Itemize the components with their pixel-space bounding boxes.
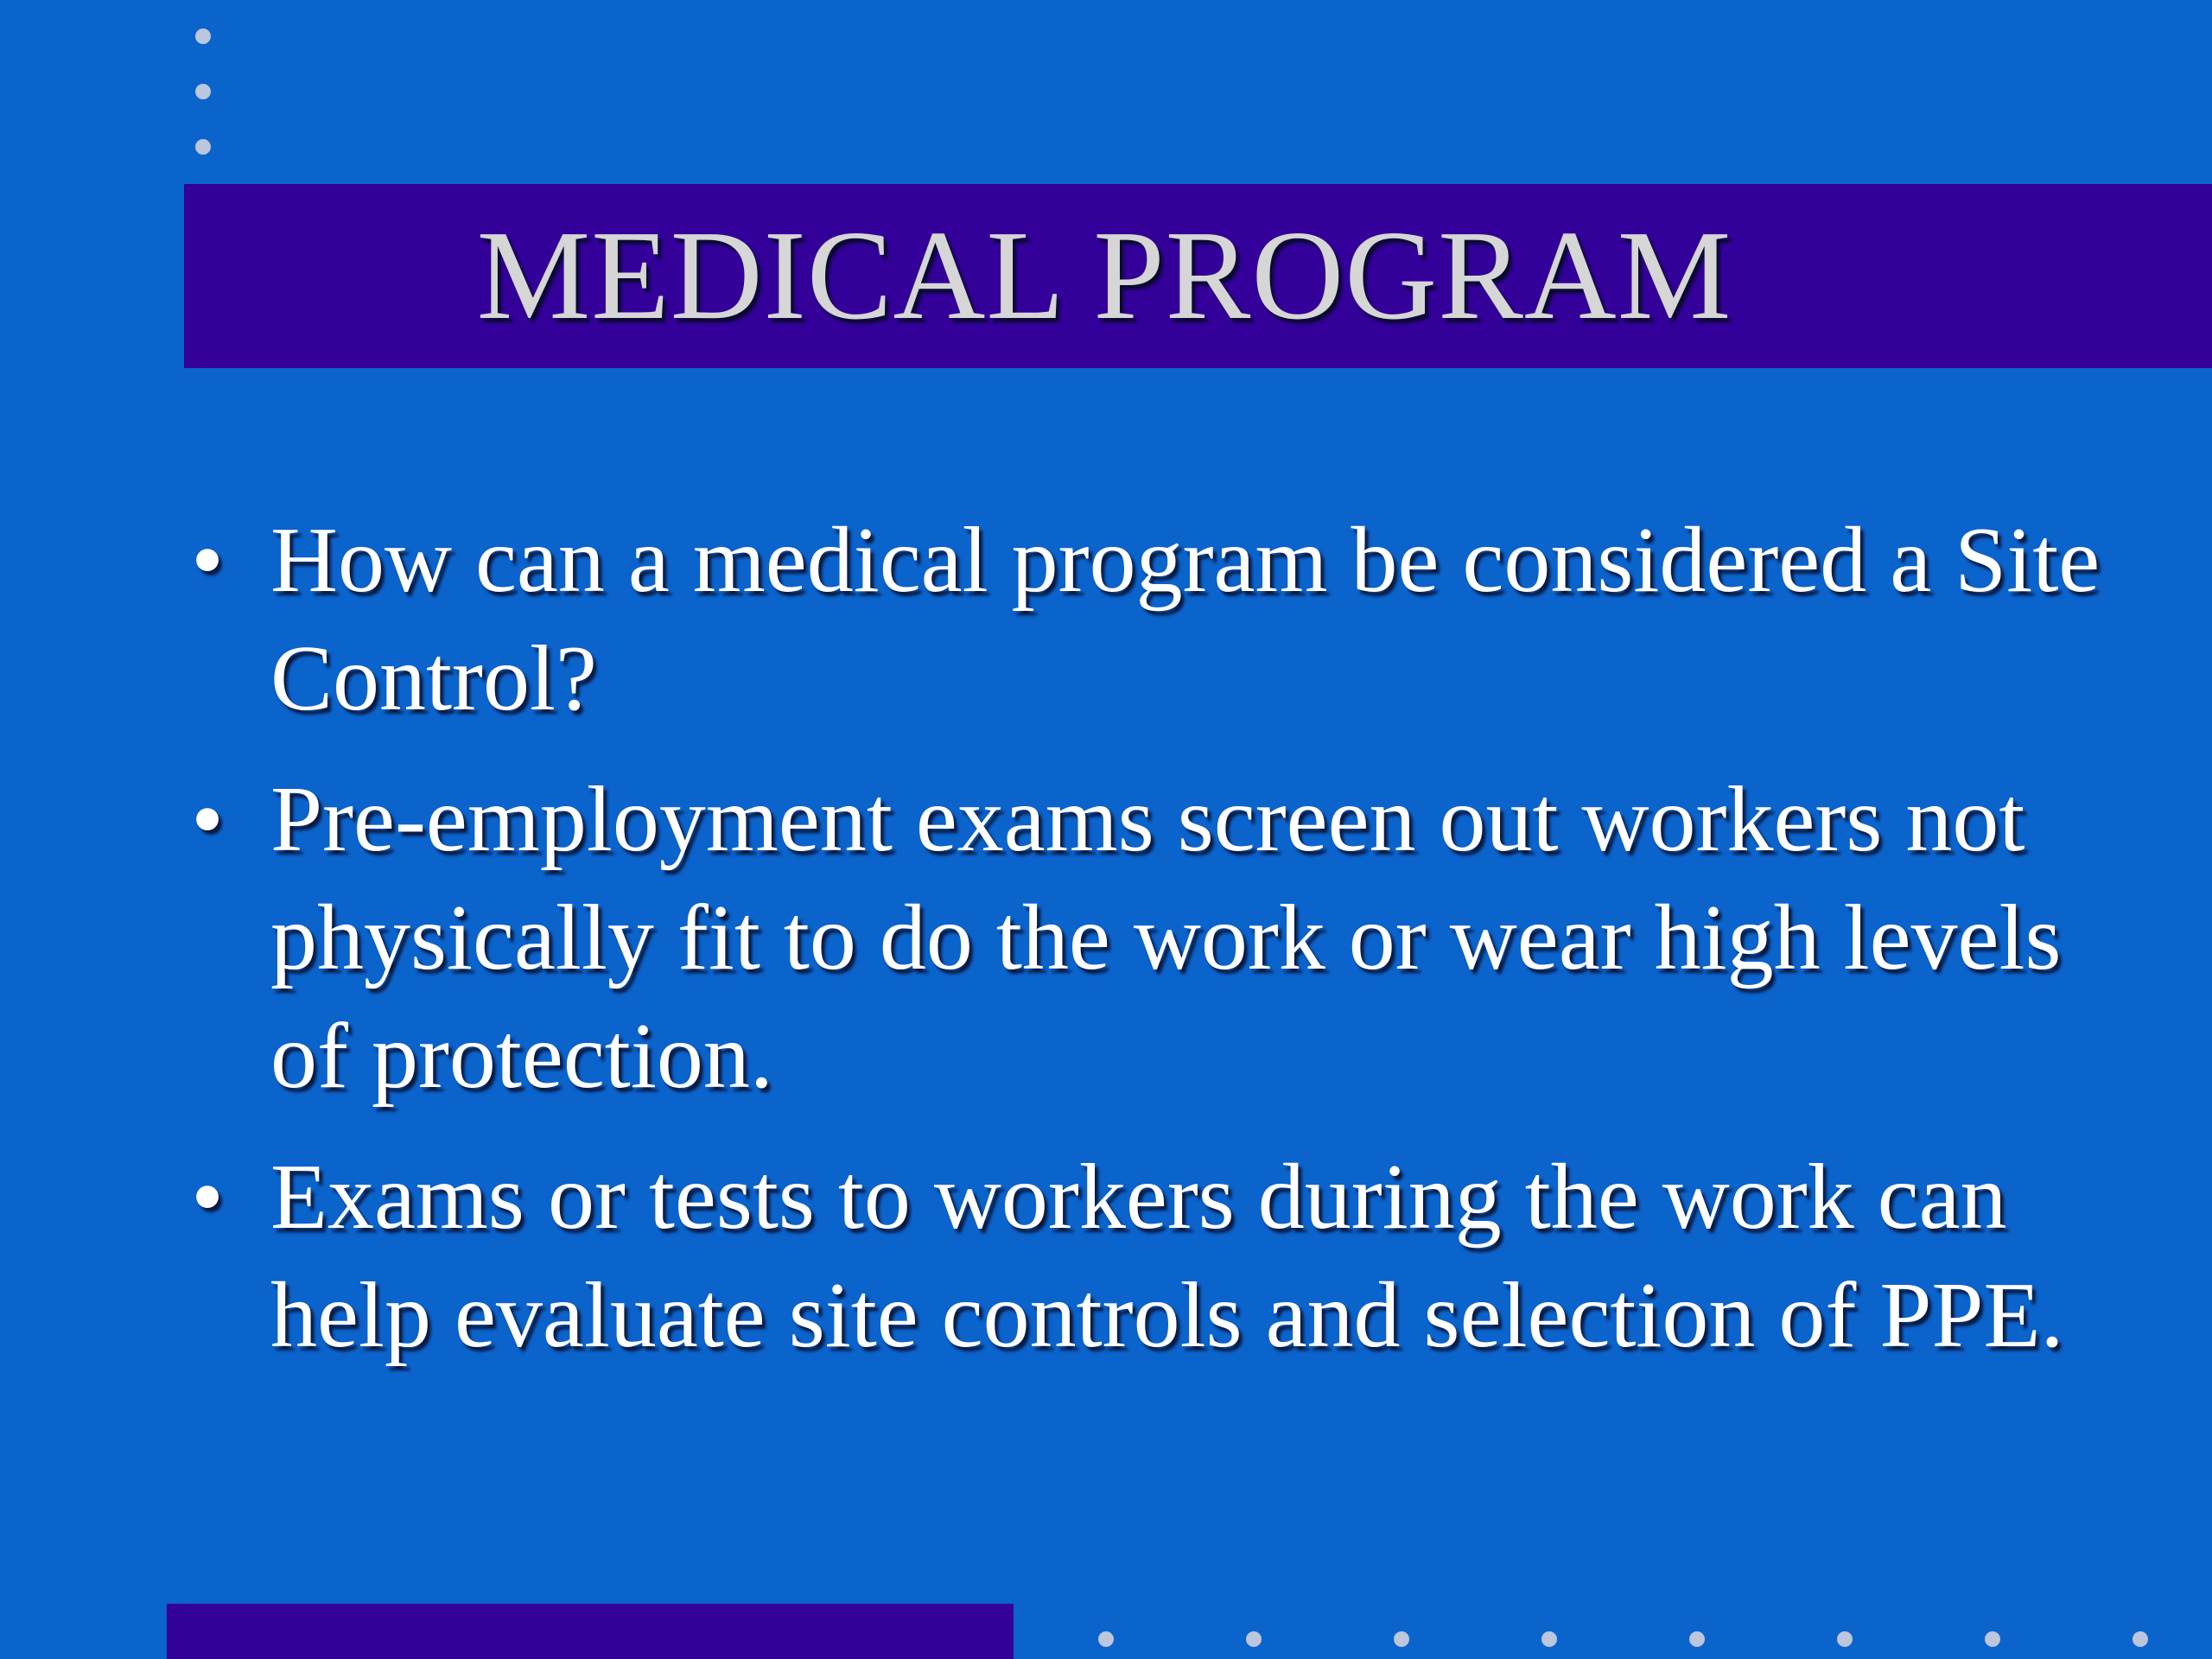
bullet-text: Exams or tests to workers during the work can help evaluate site controls and selection of PPE. — [270, 1146, 2064, 1367]
bullet-item — [181, 760, 2117, 1116]
decorative-dot-bottom-2 — [1246, 1631, 1262, 1647]
decorative-dot-bottom-5 — [1689, 1631, 1705, 1647]
decorative-dot-top-2 — [195, 84, 211, 99]
bullet-text: How can a medical program be considered a Site Control? — [270, 509, 2101, 730]
bullet-item — [181, 1138, 2117, 1375]
decorative-dot-bottom-8 — [2133, 1631, 2148, 1647]
decorative-dot-bottom-1 — [1098, 1631, 1114, 1647]
decorative-dot-bottom-4 — [1541, 1631, 1557, 1647]
bottom-accent-bar — [167, 1604, 1014, 1659]
decorative-dot-bottom-3 — [1394, 1631, 1409, 1647]
decorative-dot-top-3 — [195, 139, 211, 155]
bullet-icon: • — [191, 768, 224, 871]
bullet-list — [181, 501, 2117, 1397]
bullet-icon: • — [191, 1146, 224, 1249]
bullet-icon: • — [191, 509, 224, 612]
bullet-item — [181, 501, 2117, 738]
decorative-dot-bottom-7 — [1985, 1631, 2000, 1647]
slide-title: MEDICAL PROGRAM — [476, 205, 1732, 346]
title-bar — [184, 184, 2212, 368]
decorative-dot-bottom-6 — [1837, 1631, 1853, 1647]
bullet-text: Pre-employment exams screen out workers not physically fit to do the work or wear high levels of protection. — [270, 768, 2062, 1108]
decorative-dot-top-1 — [195, 29, 211, 44]
